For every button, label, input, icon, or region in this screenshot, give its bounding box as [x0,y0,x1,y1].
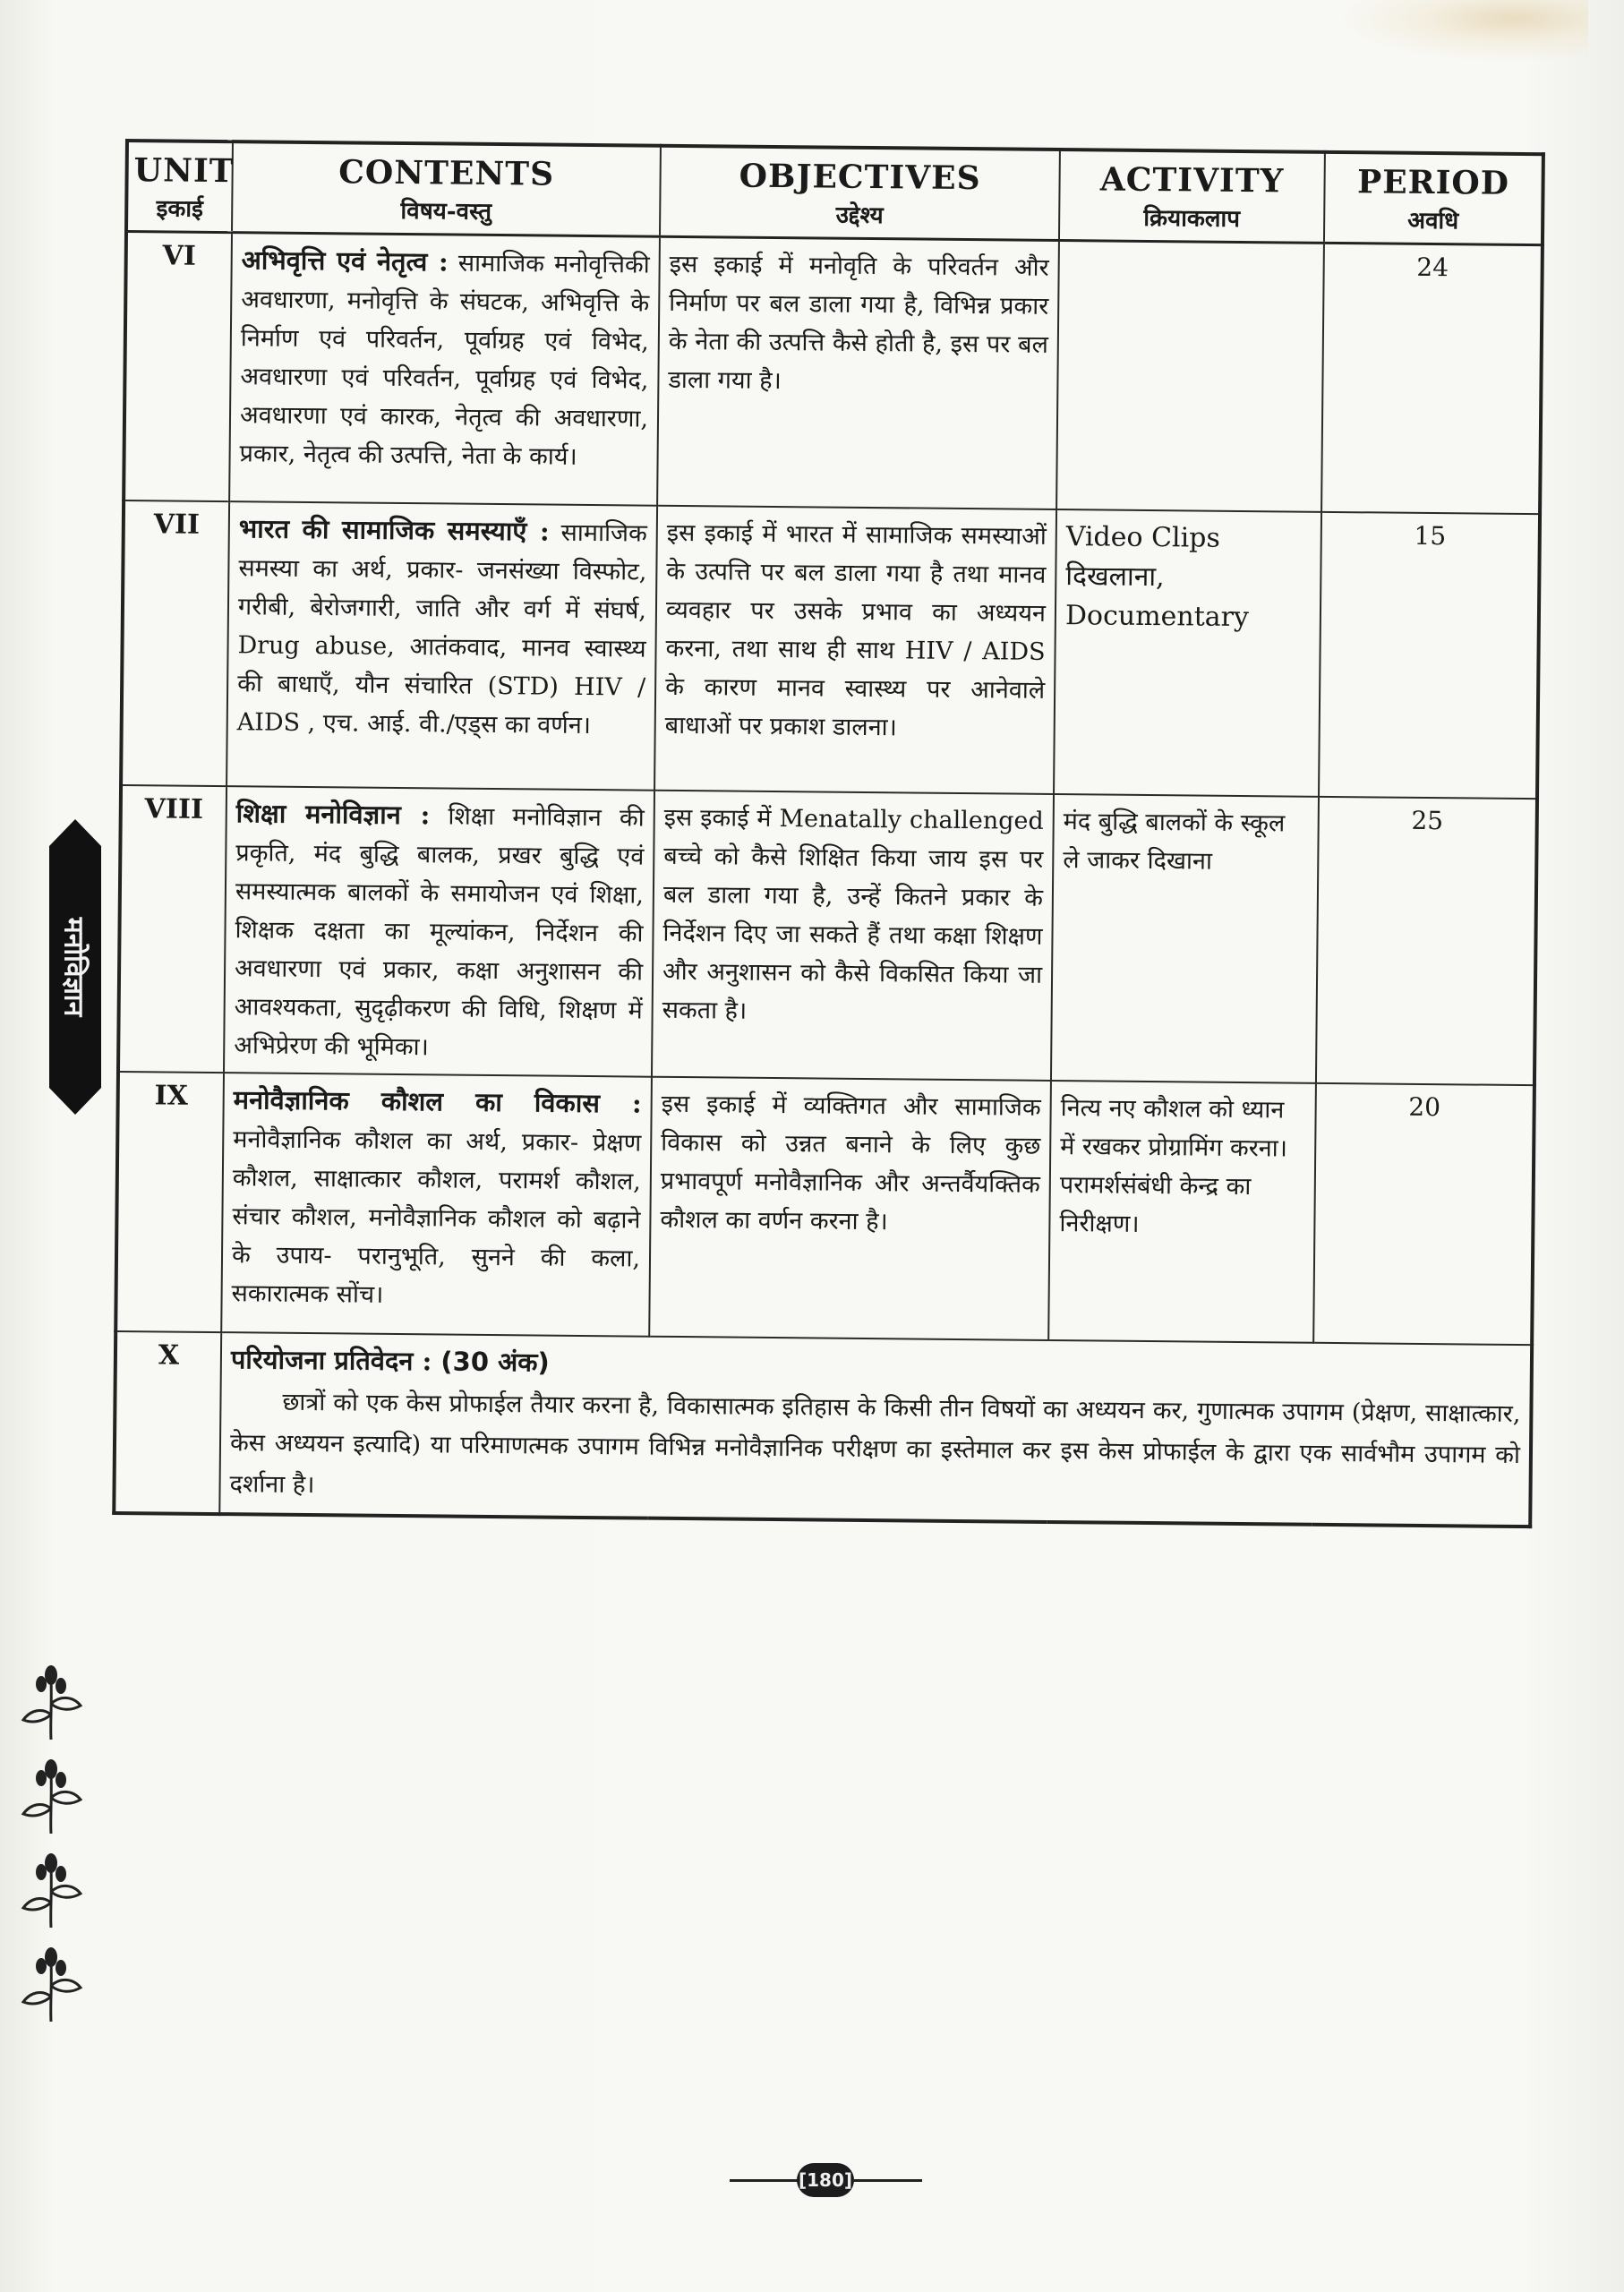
header-period-hi: अवधि [1407,207,1459,235]
unit-number: VIII [118,784,227,1072]
header-contents-hi: विषय-वस्तु [400,197,492,226]
activity-cell [1054,509,1321,797]
header-objectives [660,146,1060,241]
table-header-row [126,141,1543,245]
project-title: परियोजना प्रतिवेदन : [230,1343,432,1376]
period-cell: 24 [1321,243,1543,513]
unit-contents: सामाजिक मनोवृत्तिकी अवधारणा, मनोवृत्ति के संघटक, अभिवृत्ति के निर्माण एवं परिवर्तन, पूर्वाग्रह एवं विभेद, अवधारणा एवं परिवर्तन, पूर्वाग्रह एवं विभेद, अवधारणा एवं कारक, नेतृत्व की अवधारणा, प्रकार, नेतृत्व की उत्पत्ति, नेता के कार्य। [239,249,650,471]
activity-cell: नित्य नए कौशल को ध्यान में रखकर प्रोग्रामिंग करना। परामर्शसंबंधी केन्द्र का निरीक्षण। [1048,1080,1316,1342]
page-number-rule-right [852,2179,922,2182]
header-contents-en: CONTENTS [338,153,555,193]
table-row [115,1071,1534,1344]
header-activity-en: ACTIVITY [1099,160,1285,201]
table-row [124,232,1543,514]
activity-cell: मंद बुद्धि बालकों के स्कूल ले जाकर दिखाना [1051,793,1319,1082]
page-number-block [730,2158,922,2202]
unit-title: शिक्षा मनोविज्ञान : [235,797,431,830]
header-activity-hi: क्रियाकलाप [1143,204,1241,233]
header-objectives-hi: उद्देश्य [835,201,884,230]
header-activity [1059,150,1325,243]
page-number-rule-left [730,2179,799,2182]
side-tab-label: मनोविज्ञान [57,917,90,1017]
objectives-cell: इस इकाई में Menatally challenged बच्चे को कैसे शिक्षित किया जाय इस पर बल डाला गया है, उन्हें कितने प्रकार के निर्देशन दिए जा सकते हैं तथा कक्षा शिक्षण और अनुशासन को कैसे विकसित किया जा सकता है। [652,790,1054,1080]
unit-title: मनोवैज्ञानिक कौशल का विकास : [233,1083,642,1119]
unit-number: VI [124,232,232,501]
contents-cell [229,233,660,506]
period-cell: 20 [1313,1082,1534,1344]
floral-ornament-icon [11,1943,91,2023]
contents-cell [227,501,657,791]
table-row [121,500,1540,799]
period-cell: 15 [1319,511,1540,798]
table-row-project [114,1330,1532,1526]
side-thumb-tab [49,846,101,1088]
unit-number: X [114,1330,221,1513]
unit-title: भारत की सामाजिक समस्याएँ : [238,512,550,547]
activity-text: Video Clips दिखलाना, Documentary [1064,520,1250,633]
objectives-cell: इस इकाई में व्यक्तिगत और सामाजिक विकास को उन्नत बनाने के लिए कुछ प्रभावपूर्ण मनोवैज्ञानिक और अन्तर्वैयक्तिक कौशल का वर्णन करना है। [649,1076,1051,1339]
floral-ornament-icon [11,1755,91,1835]
header-unit-en: UNIT [133,151,235,191]
header-unit [126,141,233,233]
objectives-cell: इस इकाई में मनोवृति के परिवर्तन और निर्माण पर बल डाला गया है, विभिन्न प्रकार के नेता की उत्पत्ति कैसे होती है, इस पर बल डाला गया है। [657,236,1059,509]
project-cell [219,1332,1532,1527]
header-period [1324,152,1543,245]
unit-title: अभिवृत्ति एवं नेतृत्व : [241,244,449,278]
unit-contents: शिक्षा मनोविज्ञान की प्रकृति, मंद बुद्धि बालक, प्रखर बुद्धि एवं समस्यात्मक बालकों के समायोजन एवं शिक्षा, शिक्षक दक्षता का मूल्यांकन, निर्देशन की अवधारणा एवं प्रकार, कक्षा अनुशासन की आवश्यकता, सुदृढ़ीकरण की विधि, शिक्षण में अभिप्रेरण की भूमिका। [234,801,645,1061]
activity-cell [1056,241,1324,512]
floral-ornament-icon [11,1849,91,1929]
header-unit-hi: इकाई [156,195,204,223]
table-row [118,784,1537,1084]
floral-ornament-icon [11,1661,91,1741]
paper-stain [1338,0,1588,63]
header-period-en: PERIOD [1356,163,1510,202]
objectives-cell: इस इकाई में भारत में सामाजिक समस्याओं के उत्पत्ति पर बल डाला गया है तथा मानव व्यवहार पर उसके प्रभाव का अध्ययन करना, तथा साथ ही साथ HIV / AIDS के कारण मानव स्वास्थ्य पर आनेवाले बाधाओं पर प्रकाश डालना। [654,505,1056,793]
contents-cell [224,786,654,1077]
page-number: [180] [797,2163,854,2197]
project-marks: (30 अंक) [440,1345,550,1378]
unit-number: VII [121,500,229,786]
project-description: छात्रों को एक केस प्रोफाईल तैयार करना है, विकासात्मक इतिहास के किसी तीन विषयों का अध्ययन कर, गुणात्मक उपागम (प्रेक्षण, साक्षात्कार, केस अध्ययन इत्यादि) या परिमाणत्मक उपागम विभिन्न मनोवैज्ञानिक परीक्षण का इस्तेमाल कर इस केस प्रोफाईल के द्वारा एक सार्वभौम उपागम को दर्शाना है। [229,1388,1521,1499]
contents-cell [221,1073,652,1337]
header-contents [232,141,661,236]
unit-number: IX [115,1071,224,1331]
syllabus-table [112,139,1545,1528]
unit-contents: मनोवैज्ञानिक कौशल का अर्थ, प्रकार- प्रेक्षण कौशल, साक्षात्कार कौशल, परामर्श कौशल, संचार कौशल, मनोवैज्ञानिक कौशल को बढ़ाने के उपाय- परानुभूति, सुनने की कला, सकारात्मक सोंच। [231,1125,642,1309]
period-cell: 25 [1316,796,1537,1084]
header-objectives-en: OBJECTIVES [739,157,981,198]
unit-contents: सामाजिक समस्या का अर्थ, प्रकार- जनसंख्या विस्फोट, गरीबी, बेरोजगारी, जाति और वर्ग में संघर्ष, Drug abuse, आतंकवाद, मानव स्वास्थ्य की बाधाएँ, यौन संचारित (STD) HIV / AIDS , एच. आई. वी./एड्स का वर्णन। [236,518,647,740]
